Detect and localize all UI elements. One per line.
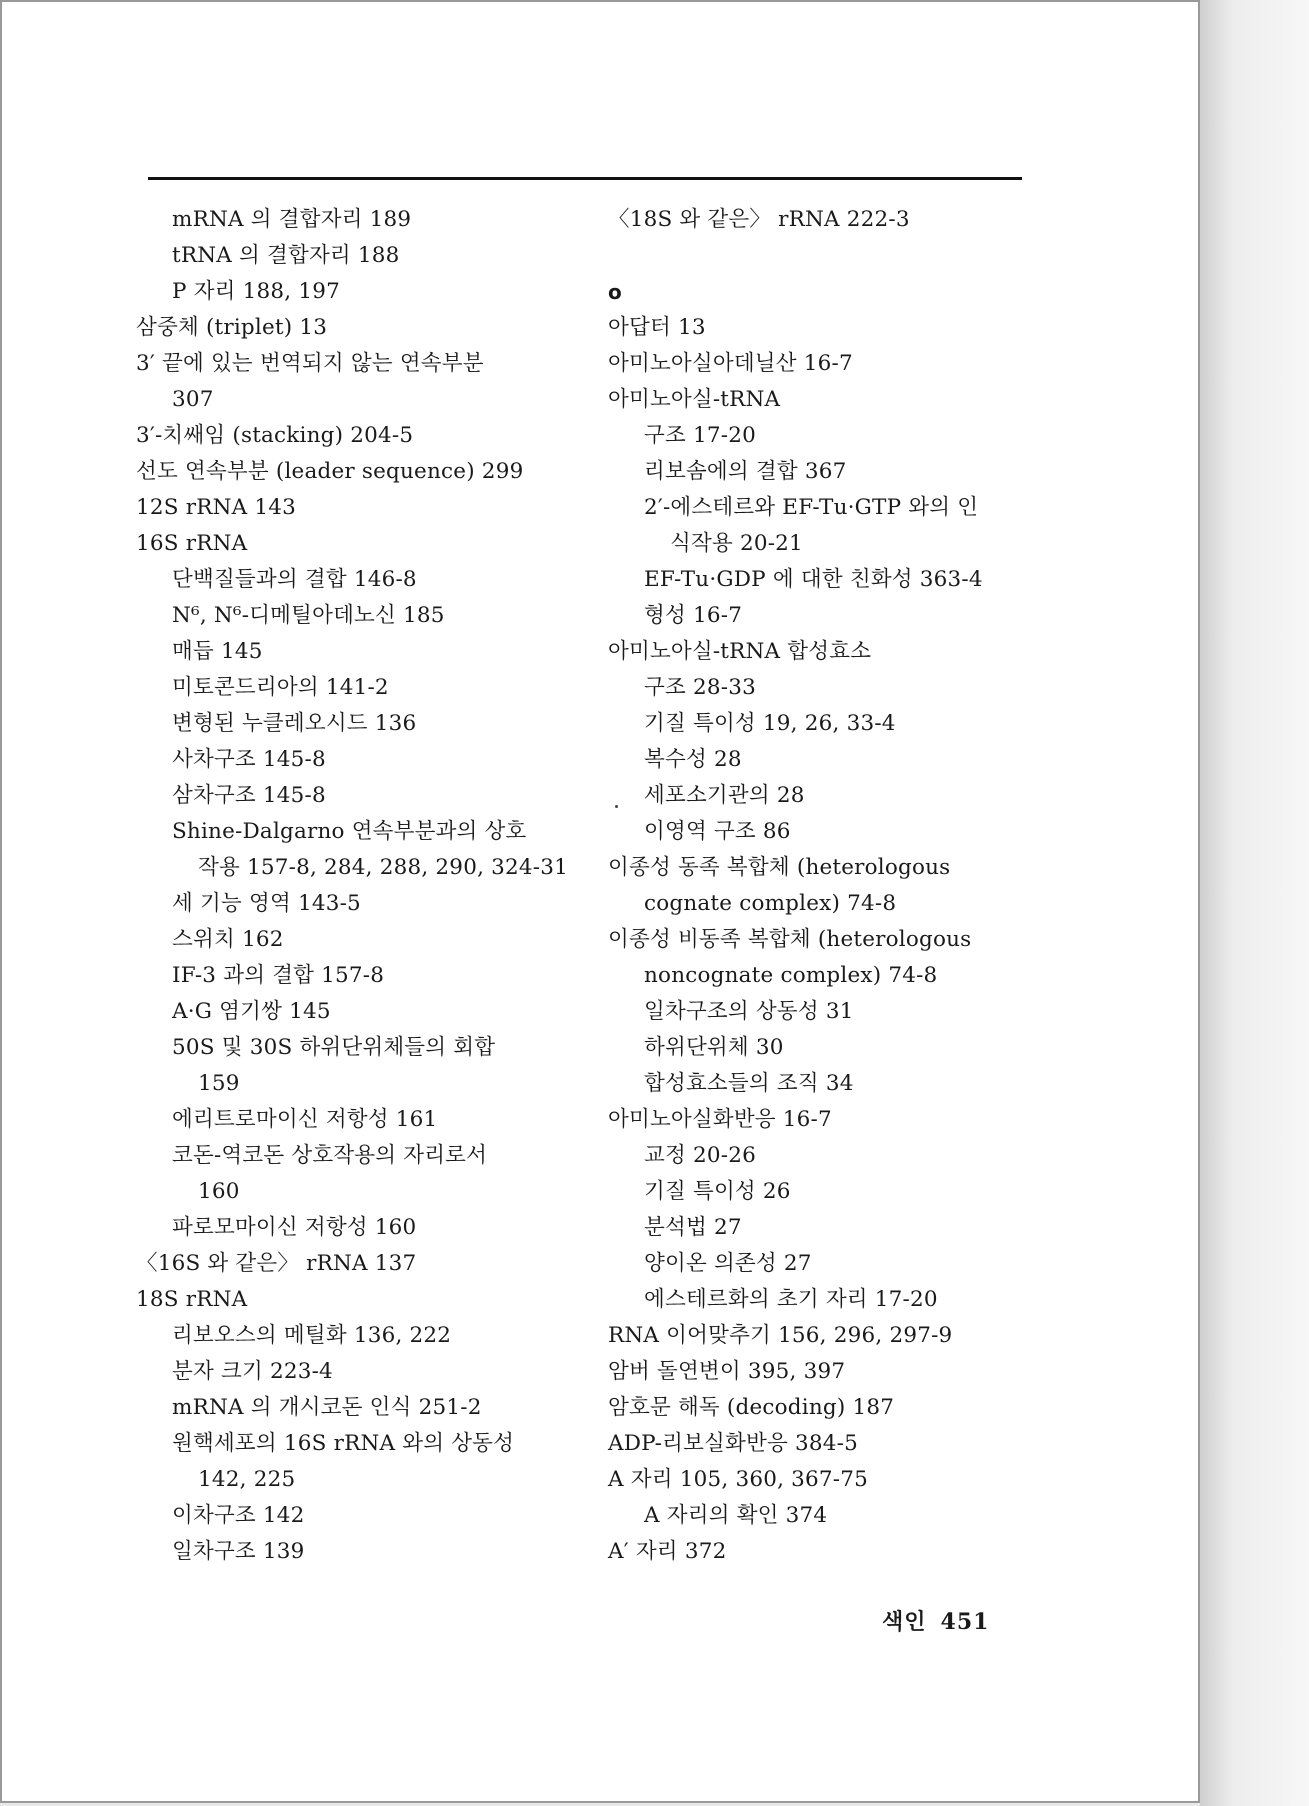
index-entry: noncognate complex) 74-8	[644, 963, 938, 988]
index-entry: 미토콘드리아의 141-2	[172, 675, 389, 700]
page-number: 451	[940, 1609, 990, 1635]
index-entry: 아미노아실화반응 16-7	[608, 1107, 832, 1132]
index-entry: cognate complex) 74-8	[644, 891, 897, 916]
index-entry: mRNA 의 결합자리 189	[172, 207, 412, 232]
index-entry: 사차구조 145-8	[172, 747, 326, 772]
index-entry: 159	[198, 1071, 240, 1096]
page-edge-shadow	[1200, 0, 1309, 1806]
index-entry: N⁶, N⁶-디메틸아데노신 185	[172, 603, 445, 628]
index-entry: 구조 17-20	[644, 423, 756, 448]
index-entry: 매듭 145	[172, 639, 263, 664]
index-entry: mRNA 의 개시코돈 인식 251-2	[172, 1395, 482, 1420]
index-entry: 리보솜에의 결합 367	[644, 459, 847, 484]
index-entry: 이종성 비동족 복합체 (heterologous	[608, 927, 972, 952]
index-entry: 교정 20-26	[644, 1143, 756, 1168]
index-entry: 일차구조 139	[172, 1539, 305, 1564]
index-entry: 12S rRNA 143	[136, 495, 296, 520]
index-entry: A 자리의 확인 374	[644, 1503, 828, 1528]
index-entry: 원핵세포의 16S rRNA 와의 상동성	[172, 1431, 515, 1456]
index-entry: 이종성 동족 복합체 (heterologous	[608, 855, 951, 880]
index-entry: A 자리 105, 360, 367-75	[608, 1467, 869, 1492]
page-footer	[882, 1605, 1003, 1636]
index-entry: 아미노아실아데닐산 16-7	[608, 351, 853, 376]
index-column-right	[608, 202, 983, 1570]
index-entry: 선도 연속부분 (leader sequence) 299	[136, 459, 524, 484]
index-entry: 2′-에스테르와 EF-Tu·GTP 와의 인	[644, 495, 979, 520]
footer-label: 색인	[882, 1609, 927, 1635]
index-entry: A·G 염기쌍 145	[172, 999, 331, 1024]
index-entry: RNA 이어맞추기 156, 296, 297-9	[608, 1323, 953, 1348]
index-entry: 하위단위체 30	[644, 1035, 784, 1060]
index-entry: 50S 및 30S 하위단위체들의 회합	[172, 1035, 496, 1060]
index-entry: 세 기능 영역 143-5	[172, 891, 361, 916]
index-entry: A′ 자리 372	[608, 1539, 727, 1564]
index-entry: 변형된 누클레오시드 136	[172, 711, 417, 736]
index-entry: 기질 특이성 26	[644, 1179, 791, 1204]
index-entry: 작용 157-8, 284, 288, 290, 324-31	[198, 855, 568, 880]
index-entry: 삼중체 (triplet) 13	[136, 315, 328, 340]
index-column-left	[136, 202, 568, 1570]
index-entry: 복수성 28	[644, 747, 742, 772]
index-entry: 리보오스의 메틸화 136, 222	[172, 1323, 452, 1348]
index-entry: 18S rRNA	[136, 1287, 248, 1312]
index-entry: ADP-리보실화반응 384-5	[608, 1431, 858, 1456]
index-entry: 307	[172, 387, 214, 412]
index-entry: 암버 돌연변이 395, 397	[608, 1359, 846, 1384]
index-entry: 이차구조 142	[172, 1503, 305, 1528]
index-entry: 삼차구조 145-8	[172, 783, 326, 808]
index-entry: P 자리 188, 197	[172, 279, 341, 304]
index-section-heading: o	[608, 280, 622, 304]
index-entry: 160	[198, 1179, 240, 1204]
index-entry: 아미노아실-tRNA	[608, 387, 781, 412]
stray-dot-mark	[615, 805, 618, 808]
index-entry: 양이온 의존성 27	[644, 1251, 812, 1276]
index-entry: 이영역 구조 86	[644, 819, 791, 844]
index-entry: 파로모마이신 저항성 160	[172, 1215, 417, 1240]
index-entry: 에리트로마이신 저항성 161	[172, 1107, 438, 1132]
index-entry: 합성효소들의 조직 34	[644, 1071, 854, 1096]
index-entry: 아답터 13	[608, 315, 706, 340]
index-entry: 142, 225	[198, 1467, 296, 1492]
index-entry: 3′ 끝에 있는 번역되지 않는 연속부분	[136, 351, 484, 376]
index-entry: 코돈-역코돈 상호작용의 자리로서	[172, 1143, 488, 1168]
index-entry: 16S rRNA	[136, 531, 248, 556]
index-entry: 단백질들과의 결합 146-8	[172, 567, 417, 592]
index-entry: 형성 16-7	[644, 603, 743, 628]
index-entry: 분석법 27	[644, 1215, 742, 1240]
index-entry: 암호문 해독 (decoding) 187	[608, 1395, 895, 1420]
index-entry: 에스테르화의 초기 자리 17-20	[644, 1287, 938, 1312]
index-entry: 〈16S 와 같은〉 rRNA 137	[136, 1251, 417, 1276]
index-entry: EF-Tu·GDP 에 대한 친화성 363-4	[644, 567, 983, 592]
index-entry: 일차구조의 상동성 31	[644, 999, 854, 1024]
header-rule	[148, 177, 1022, 180]
index-entry: tRNA 의 결합자리 188	[172, 243, 400, 268]
index-entry: 구조 28-33	[644, 675, 756, 700]
index-entry: Shine-Dalgarno 연속부분과의 상호	[172, 819, 527, 844]
index-spacer	[608, 238, 983, 274]
index-entry: 기질 특이성 19, 26, 33-4	[644, 711, 896, 736]
index-entry: 아미노아실-tRNA 합성효소	[608, 639, 872, 664]
index-entry: 3′-치쌔임 (stacking) 204-5	[136, 423, 414, 448]
index-entry: 〈18S 와 같은〉 rRNA 222-3	[608, 207, 910, 232]
index-entry: 세포소기관의 28	[644, 783, 805, 808]
index-entry: 분자 크기 223-4	[172, 1359, 333, 1384]
index-entry: 스위치 162	[172, 927, 284, 952]
index-entry: IF-3 과의 결합 157-8	[172, 963, 385, 988]
index-entry: 식작용 20-21	[670, 531, 803, 556]
